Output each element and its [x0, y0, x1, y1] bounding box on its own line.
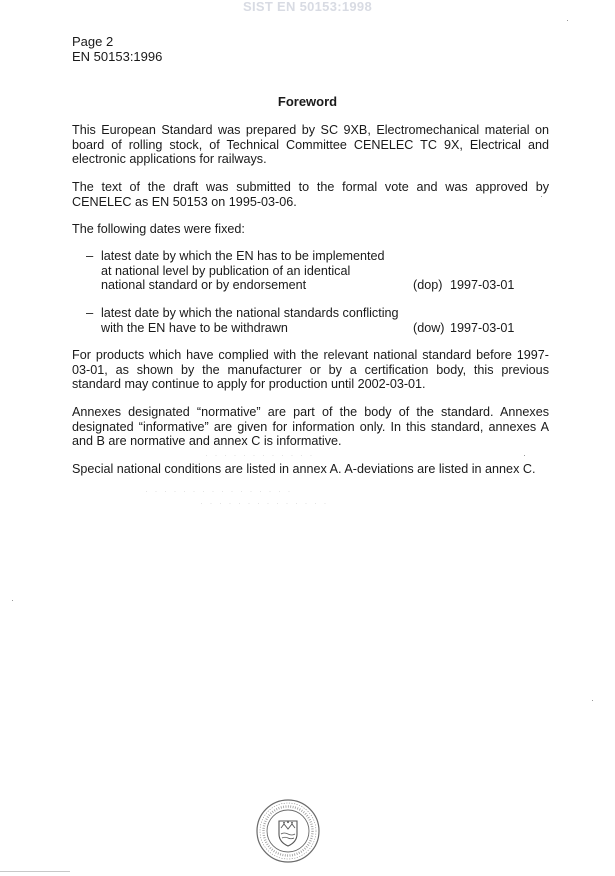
official-seal-stamp: [255, 798, 321, 864]
watermark-header: SIST EN 50153:1998: [243, 0, 372, 14]
scan-speck: [12, 600, 13, 601]
date-value-dow: 1997-03-01: [450, 320, 515, 335]
scan-edge-line: [0, 871, 70, 872]
list-item-line: latest date by which the national standards conflicting: [101, 306, 399, 320]
date-code-dop: (dop): [413, 278, 443, 292]
page-number: Page 2: [72, 34, 114, 49]
paragraph-transition: For products which have complied with the relevant national standard before 1997-03-01, as shown by the manufacturer or by a certification body, this previous standard may continue to apply for production until 2002-03-01.: [72, 348, 549, 391]
page-title: Foreword: [277, 94, 338, 109]
list-dash: –: [86, 248, 94, 263]
date-code-dow: (dow): [413, 320, 445, 335]
scan-speck: [567, 20, 568, 21]
scan-speck: [541, 196, 542, 197]
scan-speck: [524, 455, 525, 456]
paragraph-annexes: Annexes designated “normative” are part of the body of the standard. Annexes designated “informative” are given for information only. In this standard, annexes A and B are normative and annex C is informative.: [72, 405, 549, 448]
list-item-line: at national level by publication of an identical: [101, 263, 351, 278]
list-dash: –: [86, 305, 94, 320]
paragraph-preparation: This European Standard was prepared by SC 9XB, Electromechanical material on board of rolling stock, of Technical Committee CENELEC TC 9X, Electrical and electronic applications for railways.: [72, 123, 549, 166]
scan-artifact: · · · · · · · · · · · · · ·: [200, 498, 329, 508]
scan-speck: [592, 700, 593, 701]
scan-artifact: · · · · · · · · · · · ·: [205, 450, 315, 460]
paragraph-special-conditions: Special national conditions are listed in annex A. A-deviations are listed in annex C.: [72, 462, 536, 476]
scan-artifact: · · · · · · · · · · · · · · · ·: [145, 486, 293, 496]
list-item-line: latest date by which the EN has to be implemented: [101, 249, 385, 263]
date-value-dop: 1997-03-01: [450, 278, 515, 292]
list-item-line: with the EN have to be withdrawn: [101, 320, 288, 335]
paragraph-approval: The text of the draft was submitted to the formal vote and was approved by CENELEC as EN 50153 on 1995-03-06.: [72, 180, 549, 209]
standard-number: EN 50153:1996: [72, 49, 163, 64]
paragraph-dates-intro: The following dates were fixed:: [72, 222, 245, 236]
list-item-line: national standard or by endorsement: [101, 278, 307, 292]
